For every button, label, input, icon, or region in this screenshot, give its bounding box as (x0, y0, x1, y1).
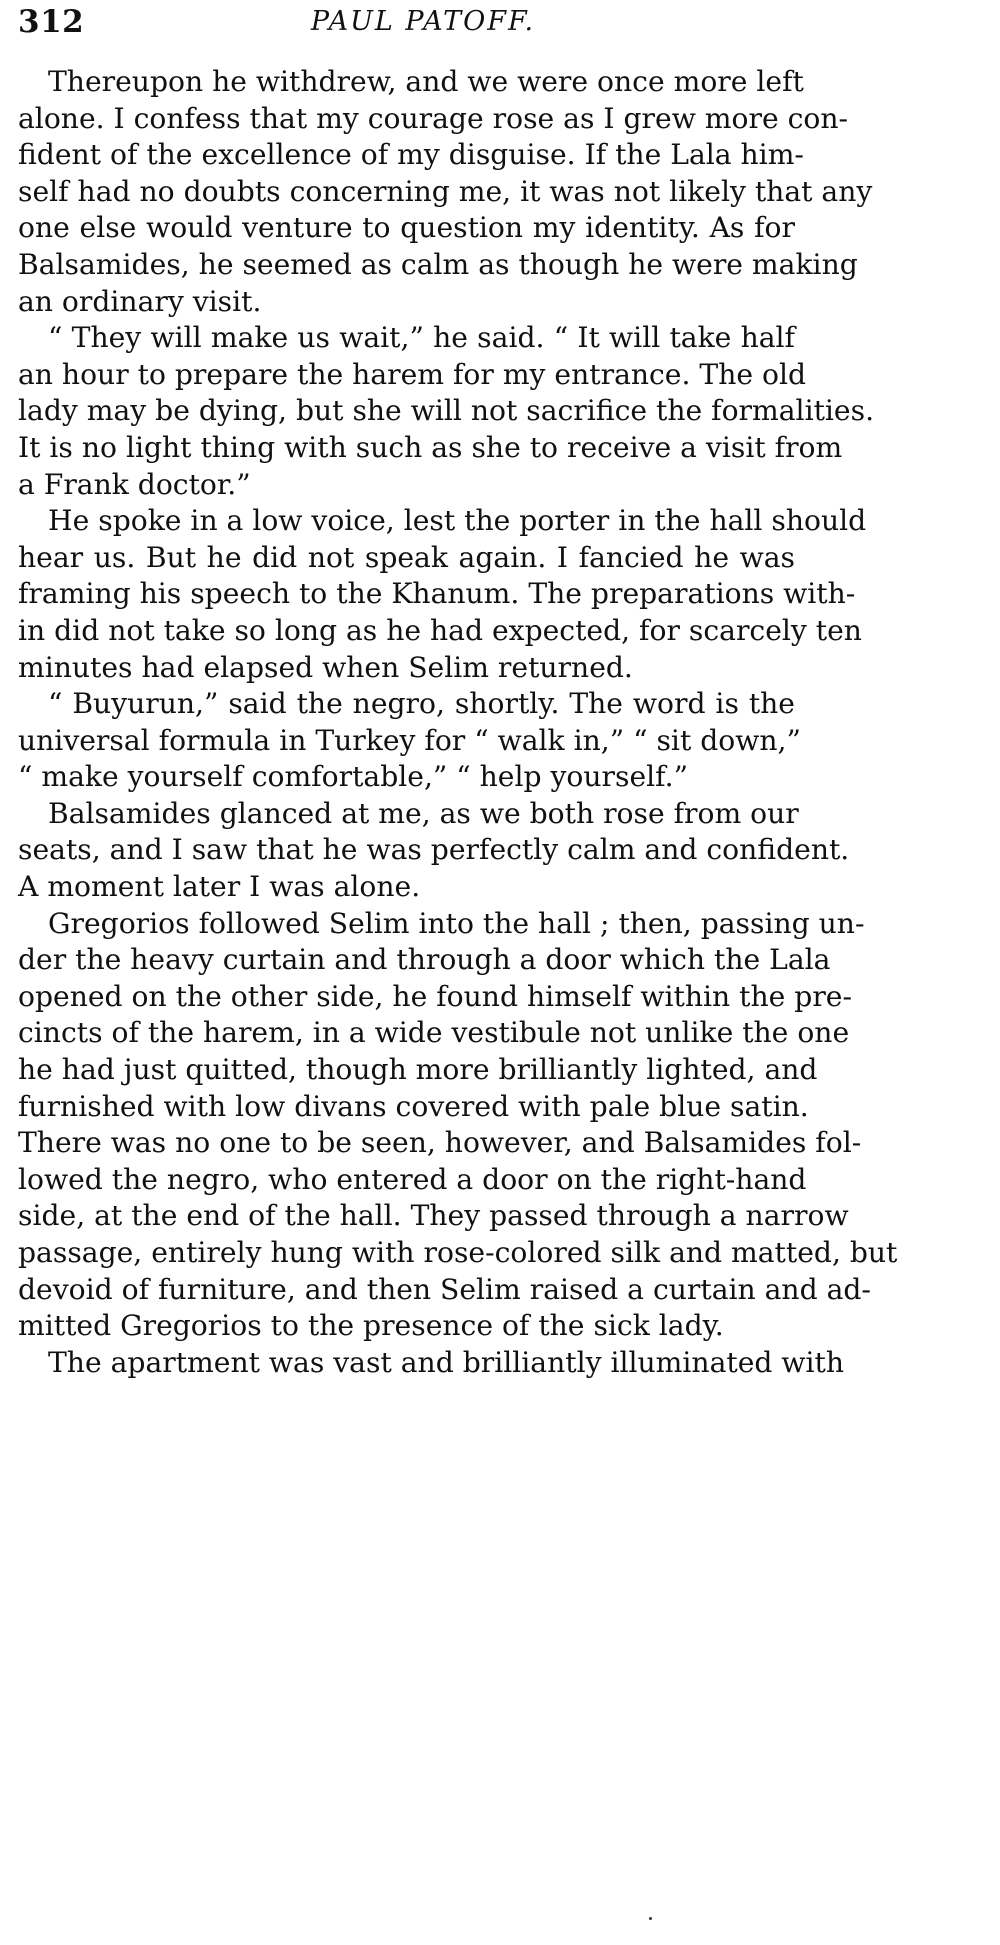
text-line: He spoke in a low voice, lest the porter in the hall should (48, 504, 867, 538)
text-line: lowed the negro, who entered a door on the right-hand (18, 1162, 807, 1196)
text-line: in did not take so long as he had expected, for scarcely ten (18, 613, 862, 647)
paragraph (18, 1345, 845, 1382)
text-line: an hour to prepare the harem for my entrance. The old (18, 357, 807, 391)
text-line: lady may be dying, but she will not sacrifice the formalities. (18, 394, 875, 428)
text-line: mitted Gregorios to the presence of the sick lady. (18, 1309, 724, 1343)
paragraph (18, 796, 850, 906)
paragraph (18, 686, 801, 796)
text-line: A moment later I was alone. (18, 870, 421, 904)
print-speck (649, 1917, 652, 1920)
text-line: an ordinary visit. (18, 284, 262, 318)
text-line: Gregorios followed Selim into the hall ; then, passing un- (48, 906, 865, 940)
text-line: cincts of the harem, in a wide vestibule not unlike the one (18, 1016, 850, 1050)
paragraph (18, 320, 875, 503)
text-line: The apartment was vast and brilliantly illuminated with (48, 1345, 845, 1379)
text-line: “ make yourself comfortable,” “ help yourself.” (18, 760, 688, 794)
text-line: “ Buyurun,” said the negro, shortly. The word is the (48, 687, 795, 721)
text-line: der the heavy curtain and through a door which the Lala (18, 943, 831, 977)
text-line: universal formula in Turkey for “ walk in,” “ sit down,” (18, 723, 801, 757)
text-line: he had just quitted, though more brilliantly lighted, and (18, 1053, 818, 1087)
running-title: PAUL PATOFF. (310, 6, 536, 37)
text-line: Balsamides glanced at me, as we both rose from our (48, 796, 799, 830)
text-line: Thereupon he withdrew, and we were once more left (48, 65, 804, 98)
paragraph (18, 906, 898, 1345)
text-line: a Frank doctor.” (18, 467, 251, 501)
text-line: self had no doubts concerning me, it was not likely that any (18, 174, 873, 208)
text-line: framing his speech to the Khanum. The preparations with- (18, 577, 856, 611)
body-text (18, 64, 898, 1381)
text-line: minutes had elapsed when Selim returned. (18, 650, 633, 684)
page-number: 312 (18, 4, 85, 40)
text-line: Balsamides, he seemed as calm as though he were making (18, 247, 858, 281)
text-line: devoid of furniture, and then Selim raised a curtain and ad- (18, 1272, 871, 1306)
text-line: seats, and I saw that he was perfectly calm and confident. (18, 833, 850, 867)
text-line: side, at the end of the hall. They passed through a narrow (18, 1199, 849, 1233)
text-line: There was no one to be seen, however, and Balsamides fol- (18, 1126, 862, 1160)
text-line: It is no light thing with such as she to receive a visit from (18, 430, 843, 464)
paragraph (18, 503, 867, 686)
text-line: furnished with low divans covered with pale blue satin. (18, 1089, 809, 1123)
text-line: alone. I confess that my courage rose as I grew more con- (18, 101, 849, 135)
running-head (18, 4, 798, 48)
paragraph (18, 64, 873, 320)
text-line: “ They will make us wait,” he said. “ It will take half (48, 321, 795, 355)
text-line: passage, entirely hung with rose-colored silk and matted, but (18, 1236, 898, 1269)
text-line: one else would venture to question my identity. As for (18, 211, 795, 245)
text-line: fident of the excellence of my disguise. If the Lala him- (18, 138, 804, 172)
text-line: opened on the other side, he found himself within the pre- (18, 979, 852, 1013)
text-line: hear us. But he did not speak again. I fancied he was (18, 540, 795, 574)
